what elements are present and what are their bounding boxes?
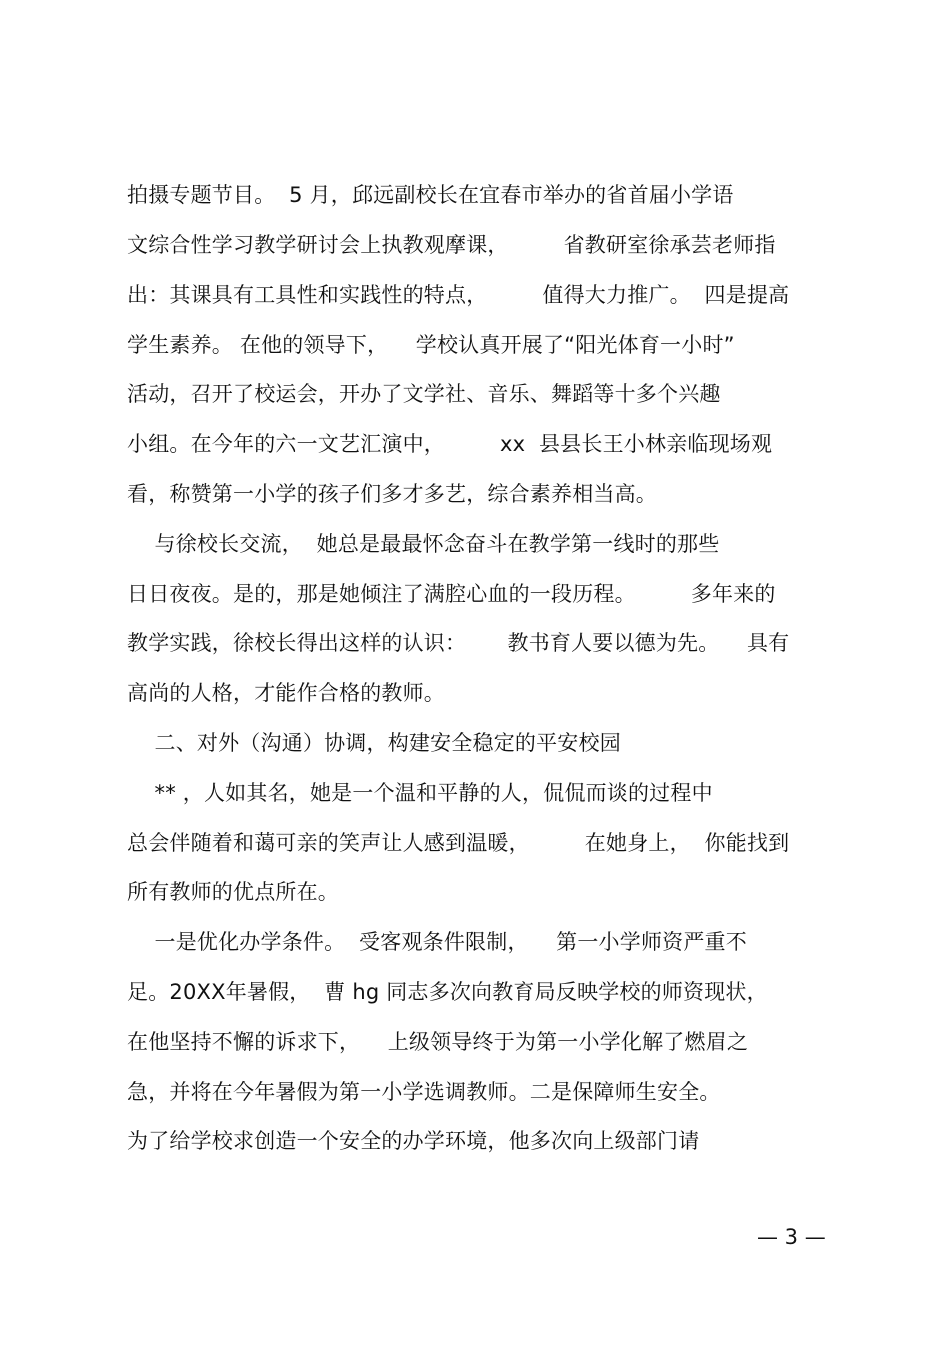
body-text-line: 教学实践，徐校长得出这样的认识： 教书育人要以德为先。 具有 — [127, 631, 790, 655]
body-text-line: 看，称赞第一小学的孩子们多才多艺，综合素养相当高。 — [127, 482, 657, 506]
body-text-line: 学生素养。 在他的领导下， 学校认真开展了“阳光体育一小时” — [127, 333, 735, 357]
body-text-line: 与徐校长交流， 她总是最最怀念奋斗在教学第一线时的那些 — [127, 532, 720, 556]
body-text-line: 活动，召开了校运会，开办了文学社、音乐、舞蹈等十多个兴趣 — [127, 382, 721, 406]
body-text-line: 文综合性学习教学研讨会上执教观摩课， 省教研室徐承芸老师指 — [127, 233, 776, 257]
body-text-line: 出：其课具有工具性和实践性的特点， 值得大力推广。 四是提高 — [127, 283, 790, 307]
body-text-line: 总会伴随着和蔼可亲的笑声让人感到温暖， 在她身上， 你能找到 — [127, 831, 790, 855]
body-text-line: 为了给学校求创造一个安全的办学环境，他多次向上级部门请 — [127, 1129, 700, 1153]
body-text-line: 急，并将在今年暑假为第一小学选调教师。二是保障师生安全。 — [127, 1080, 721, 1104]
body-text-line: 拍摄专题节目。 5 月，邱远副校长在宜春市举办的省首届小学语 — [127, 183, 734, 207]
body-text-line: 一是优化办学条件。 受客观条件限制， 第一小学师资严重不 — [127, 930, 747, 954]
body-text-line: 日日夜夜。是的，那是她倾注了满腔心血的一段历程。 多年来的 — [127, 582, 776, 606]
body-text-line: 在他坚持不懈的诉求下， 上级领导终于为第一小学化解了燃眉之 — [127, 1030, 749, 1054]
body-text-line: ** ，人如其名，她是一个温和平静的人，侃侃而谈的过程中 — [127, 781, 713, 805]
section-heading: 二、对外（沟通）协调，构建安全稳定的平安校园 — [127, 731, 621, 755]
body-text-line: 小组。在今年的六一文艺汇演中， xx 县县长王小林亲临现场观 — [127, 432, 773, 456]
body-text-line: 所有教师的优点所在。 — [127, 880, 339, 904]
body-text-line: 高尚的人格，才能作合格的教师。 — [127, 681, 445, 705]
page-number: — 3 — — [757, 1225, 826, 1249]
body-text-line: 足。20XX年暑假， 曹 hg 同志多次向教育局反映学校的师资现状， — [127, 980, 768, 1004]
